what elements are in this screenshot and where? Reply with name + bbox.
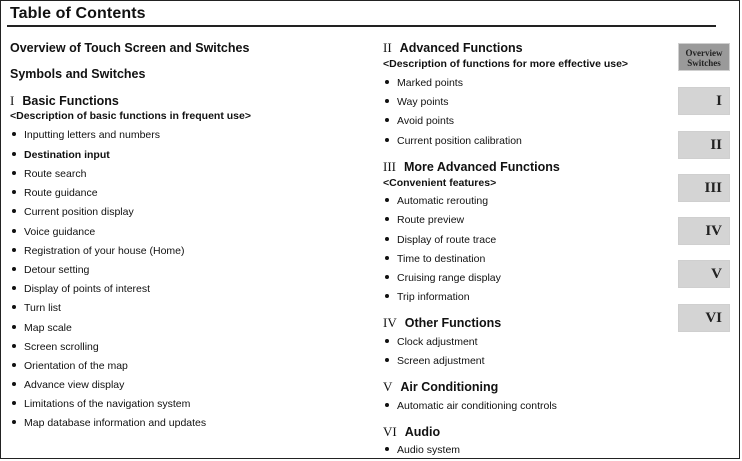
list-item-label: Route guidance: [24, 187, 98, 199]
bullet-icon: [12, 209, 16, 213]
list-item-label: Screen adjustment: [397, 355, 485, 367]
bullet-icon: [12, 325, 16, 329]
section-heading-audio[interactable]: [383, 424, 440, 440]
section-numeral: IV: [383, 315, 397, 330]
section-subtitle: <Description of basic functions in frequent use>: [10, 110, 251, 122]
list-item-route-guidance[interactable]: [12, 186, 98, 200]
bullet-icon: [385, 403, 389, 407]
bullet-icon: [12, 344, 16, 348]
section-title: More Advanced Functions: [404, 160, 560, 174]
list-item-label: Current position calibration: [397, 135, 522, 147]
list-item-label: Voice guidance: [24, 226, 96, 238]
list-item-label: Display of route trace: [397, 234, 497, 246]
bullet-icon: [12, 286, 16, 290]
list-item-route-search[interactable]: [12, 167, 86, 181]
list-item-label: Map scale: [24, 322, 72, 334]
bullet-icon: [385, 99, 389, 103]
list-item-automatic-rerouting[interactable]: [385, 194, 488, 208]
list-item-map-orientation[interactable]: [12, 359, 128, 373]
list-item-destination-input[interactable]: [12, 148, 110, 162]
bullet-icon: [12, 171, 16, 175]
bullet-icon: [12, 305, 16, 309]
bullet-icon: [12, 229, 16, 233]
list-item-trip-information[interactable]: [385, 290, 470, 304]
tab-section-vi[interactable]: VI: [678, 304, 730, 332]
section-numeral: II: [383, 40, 392, 55]
section-title: Audio: [404, 425, 441, 439]
list-item-label: Inputting letters and numbers: [24, 129, 160, 141]
list-item-detour-setting[interactable]: [12, 263, 89, 277]
tab-label-overview: Overview: [685, 48, 723, 58]
list-item-route-preview[interactable]: [385, 213, 464, 227]
tab-section-iii[interactable]: III: [678, 174, 730, 202]
list-item-label: Clock adjustment: [397, 336, 478, 348]
bullet-icon: [385, 294, 389, 298]
list-item-map-database[interactable]: [12, 416, 206, 430]
list-item-label: Limitations of the navigation system: [24, 398, 191, 410]
section-title: Advanced Functions: [399, 41, 523, 55]
list-item-label: Way points: [397, 96, 449, 108]
tab-section-v[interactable]: V: [678, 260, 730, 288]
list-item-label: Screen scrolling: [24, 341, 99, 353]
bullet-icon: [12, 152, 16, 156]
section-heading-air-conditioning[interactable]: [383, 379, 498, 395]
list-item-label: Automatic air conditioning controls: [397, 400, 557, 412]
list-item-label: Cruising range display: [397, 272, 501, 284]
page-title: Table of Contents: [10, 5, 146, 22]
section-title: Air Conditioning: [400, 380, 499, 394]
section-subtitle: <Convenient features>: [383, 177, 497, 189]
list-item-label: Marked points: [397, 77, 463, 89]
bullet-icon: [385, 138, 389, 142]
list-item-label: Route search: [24, 168, 87, 180]
bullet-icon: [385, 237, 389, 241]
list-item-label: Orientation of the map: [24, 360, 128, 372]
bullet-icon: [12, 420, 16, 424]
section-heading-more-advanced-functions[interactable]: [383, 159, 560, 175]
bullet-icon: [385, 118, 389, 122]
tab-label-switches: Switches: [687, 58, 721, 68]
list-item-marked-points[interactable]: [385, 76, 463, 90]
list-item-voice-guidance[interactable]: [12, 225, 95, 239]
list-item-avoid-points[interactable]: [385, 114, 454, 128]
section-numeral: I: [10, 93, 15, 108]
list-item-label: Automatic rerouting: [397, 195, 489, 207]
section-title: Basic Functions: [22, 94, 119, 108]
list-item-route-trace[interactable]: [385, 233, 496, 247]
list-item-inputting-letters[interactable]: [12, 128, 160, 142]
tab-section-ii[interactable]: II: [678, 131, 730, 159]
list-item-cruising-range[interactable]: [385, 271, 501, 285]
list-item-label: Destination input: [24, 149, 110, 161]
list-item-way-points[interactable]: [385, 95, 449, 109]
bullet-icon: [385, 447, 389, 451]
list-item-position-calibration[interactable]: [385, 134, 522, 148]
section-subtitle: <Description of functions for more effective use>: [383, 58, 629, 70]
list-item-map-scale[interactable]: [12, 321, 72, 335]
section-numeral: III: [383, 159, 396, 174]
bullet-icon: [385, 358, 389, 362]
tab-overview-switches[interactable]: [678, 43, 730, 71]
list-item-label: Display of points of interest: [24, 283, 151, 295]
bullet-icon: [12, 190, 16, 194]
bullet-icon: [12, 132, 16, 136]
section-heading-basic-functions[interactable]: [10, 93, 119, 109]
section-heading-advanced-functions[interactable]: [383, 40, 523, 56]
list-item-advance-view[interactable]: [12, 378, 124, 392]
list-item-clock-adjustment[interactable]: [385, 335, 478, 349]
list-item-limitations[interactable]: [12, 397, 190, 411]
bullet-icon: [12, 267, 16, 271]
bullet-icon: [12, 248, 16, 252]
tab-section-iv[interactable]: IV: [678, 217, 730, 245]
list-item-time-to-destination[interactable]: [385, 252, 485, 266]
list-item-registration-home[interactable]: [12, 244, 185, 258]
list-item-screen-scrolling[interactable]: [12, 340, 99, 354]
list-item-label: Route preview: [397, 214, 465, 226]
list-item-label: Trip information: [397, 291, 470, 303]
bullet-icon: [12, 382, 16, 386]
bullet-icon: [12, 401, 16, 405]
list-item-audio-system[interactable]: [385, 443, 460, 457]
bullet-icon: [385, 217, 389, 221]
bullet-icon: [12, 363, 16, 367]
bullet-icon: [385, 275, 389, 279]
section-heading-other-functions[interactable]: [383, 315, 501, 331]
list-item-label: Time to destination: [397, 253, 486, 265]
bullet-icon: [385, 339, 389, 343]
section-title: Other Functions: [404, 316, 502, 330]
link-symbols-switches[interactable]: Symbols and Switches: [10, 67, 146, 81]
list-item-label: Turn list: [24, 302, 61, 314]
list-item-screen-adjustment[interactable]: [385, 354, 485, 368]
link-overview-touch-screen[interactable]: Overview of Touch Screen and Switches: [10, 41, 250, 55]
section-numeral: V: [383, 379, 393, 394]
bullet-icon: [385, 80, 389, 84]
list-item-label: Advance view display: [24, 379, 125, 391]
section-tabs: [678, 1, 730, 459]
section-numeral: VI: [383, 424, 397, 439]
list-item-label: Avoid points: [397, 115, 455, 127]
list-item-current-position-display[interactable]: [12, 205, 134, 219]
list-item-label: Map database information and updates: [24, 417, 207, 429]
list-item-turn-list[interactable]: [12, 301, 61, 315]
tab-section-i[interactable]: I: [678, 87, 730, 115]
list-item-label: Detour setting: [24, 264, 90, 276]
list-item-label: Audio system: [397, 444, 461, 456]
list-item-label: Registration of your house (Home): [24, 245, 185, 257]
title-divider: [7, 25, 716, 27]
list-item-label: Current position display: [24, 206, 134, 218]
list-item-points-of-interest[interactable]: [12, 282, 150, 296]
bullet-icon: [385, 198, 389, 202]
list-item-auto-air-conditioning[interactable]: [385, 399, 557, 413]
bullet-icon: [385, 256, 389, 260]
